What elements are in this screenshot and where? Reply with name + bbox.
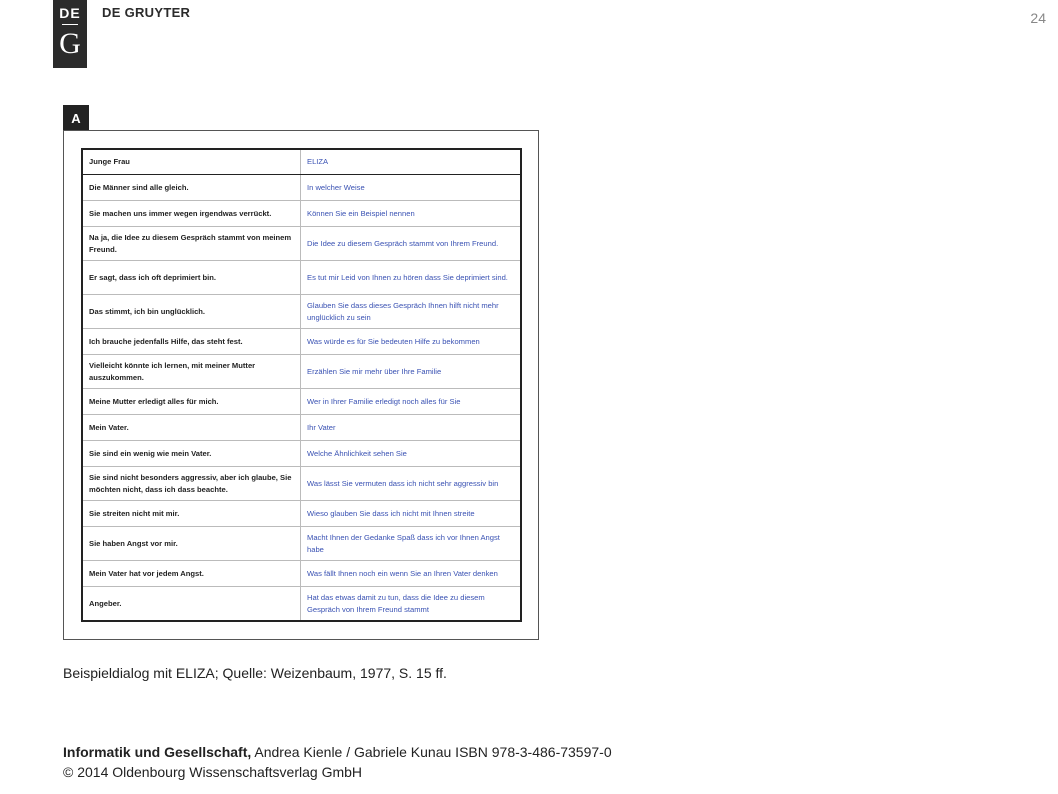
- eliza-response: Welche Ähnlichkeit sehen Sie: [301, 441, 522, 467]
- user-utterance: Mein Vater hat vor jedem Angst.: [82, 561, 301, 587]
- book-title: Informatik und Gesellschaft,: [63, 744, 252, 760]
- logo-divider: [62, 24, 78, 25]
- eliza-response: Wer in Ihrer Familie erledigt noch alles für Sie: [301, 389, 522, 415]
- table-row: [82, 561, 521, 587]
- logo-g-text: G: [59, 27, 81, 60]
- table-row: [82, 295, 521, 329]
- eliza-response: Was lässt Sie vermuten dass ich nicht sehr aggressiv bin: [301, 467, 522, 501]
- eliza-response: Glauben Sie dass dieses Gespräch Ihnen hilft nicht mehr unglücklich zu sein: [301, 295, 522, 329]
- user-utterance: Ich brauche jedenfalls Hilfe, das steht fest.: [82, 329, 301, 355]
- copyright-notice: © 2014 Oldenbourg Wissenschaftsverlag GmbH: [63, 764, 363, 780]
- citation-line: [63, 742, 612, 762]
- user-utterance: Meine Mutter erledigt alles für mich.: [82, 389, 301, 415]
- user-utterance: Sie sind nicht besonders aggressiv, aber ich glaube, Sie möchten nicht, dass ich dass beachte.: [82, 467, 301, 501]
- table-row: [82, 175, 521, 201]
- eliza-response: Was fällt Ihnen noch ein wenn Sie an Ihren Vater denken: [301, 561, 522, 587]
- figure-label: A: [63, 105, 89, 131]
- table-row: [82, 501, 521, 527]
- eliza-response: Hat das etwas damit zu tun, dass die Idee zu diesem Gespräch von Ihrem Freund stammt: [307, 592, 485, 614]
- table-row: [82, 441, 521, 467]
- table-row: [82, 355, 521, 389]
- eliza-response: In welcher Weise: [301, 175, 522, 201]
- publisher-name: DE GRUYTER: [102, 5, 191, 20]
- eliza-response: Macht Ihnen der Gedanke Spaß dass ich vor Ihnen Angst habe: [301, 527, 522, 561]
- eliza-response: Ihr Vater: [301, 415, 522, 441]
- table-row: [82, 415, 521, 441]
- logo-de-text: DE: [59, 5, 81, 21]
- eliza-response: Es tut mir Leid von Ihnen zu hören dass Sie deprimiert sind.: [301, 261, 522, 295]
- user-utterance: Sie streiten nicht mit mir.: [82, 501, 301, 527]
- table-row: [82, 467, 521, 501]
- column-header-eliza: ELIZA: [301, 149, 522, 175]
- column-header-user: Junge Frau: [82, 149, 301, 175]
- user-utterance: Mein Vater.: [82, 415, 301, 441]
- table-row: [82, 329, 521, 355]
- eliza-response: Was würde es für Sie bedeuten Hilfe zu bekommen: [301, 329, 522, 355]
- table-row: [82, 201, 521, 227]
- table-row: [82, 587, 521, 622]
- user-utterance: Das stimmt, ich bin unglücklich.: [82, 295, 301, 329]
- table-row: [82, 227, 521, 261]
- user-utterance: Vielleicht könnte ich lernen, mit meiner Mutter auszukommen.: [82, 355, 301, 389]
- user-utterance: Angeber.: [82, 587, 301, 622]
- figure-caption: Beispieldialog mit ELIZA; Quelle: Weizenbaum, 1977, S. 15 ff.: [63, 665, 447, 681]
- table-row: [82, 389, 521, 415]
- page-number: 24: [1030, 10, 1046, 26]
- table-row: [82, 261, 521, 295]
- table-row: [82, 527, 521, 561]
- authors-isbn: Andrea Kienle / Gabriele Kunau ISBN 978-3-486-73597-0: [251, 744, 612, 760]
- user-utterance: Er sagt, dass ich oft deprimiert bin.: [82, 261, 301, 295]
- eliza-response: Die Idee zu diesem Gespräch stammt von Ihrem Freund.: [301, 227, 522, 261]
- user-utterance: Na ja, die Idee zu diesem Gespräch stammt von meinem Freund.: [82, 227, 301, 261]
- user-utterance: Sie machen uns immer wegen irgendwas verrückt.: [82, 201, 301, 227]
- publisher-logo: [53, 0, 87, 68]
- figure-frame: [63, 130, 539, 640]
- eliza-response: Erzählen Sie mir mehr über Ihre Familie: [301, 355, 522, 389]
- user-utterance: Sie sind ein wenig wie mein Vater.: [82, 441, 301, 467]
- user-utterance: Sie haben Angst vor mir.: [82, 527, 301, 561]
- table-header-row: [82, 149, 521, 175]
- user-utterance: Die Männer sind alle gleich.: [82, 175, 301, 201]
- eliza-dialog-table: [81, 148, 522, 622]
- eliza-response: Wieso glauben Sie dass ich nicht mit Ihnen streite: [301, 501, 522, 527]
- eliza-response: Können Sie ein Beispiel nennen: [301, 201, 522, 227]
- page-footer: [63, 742, 612, 782]
